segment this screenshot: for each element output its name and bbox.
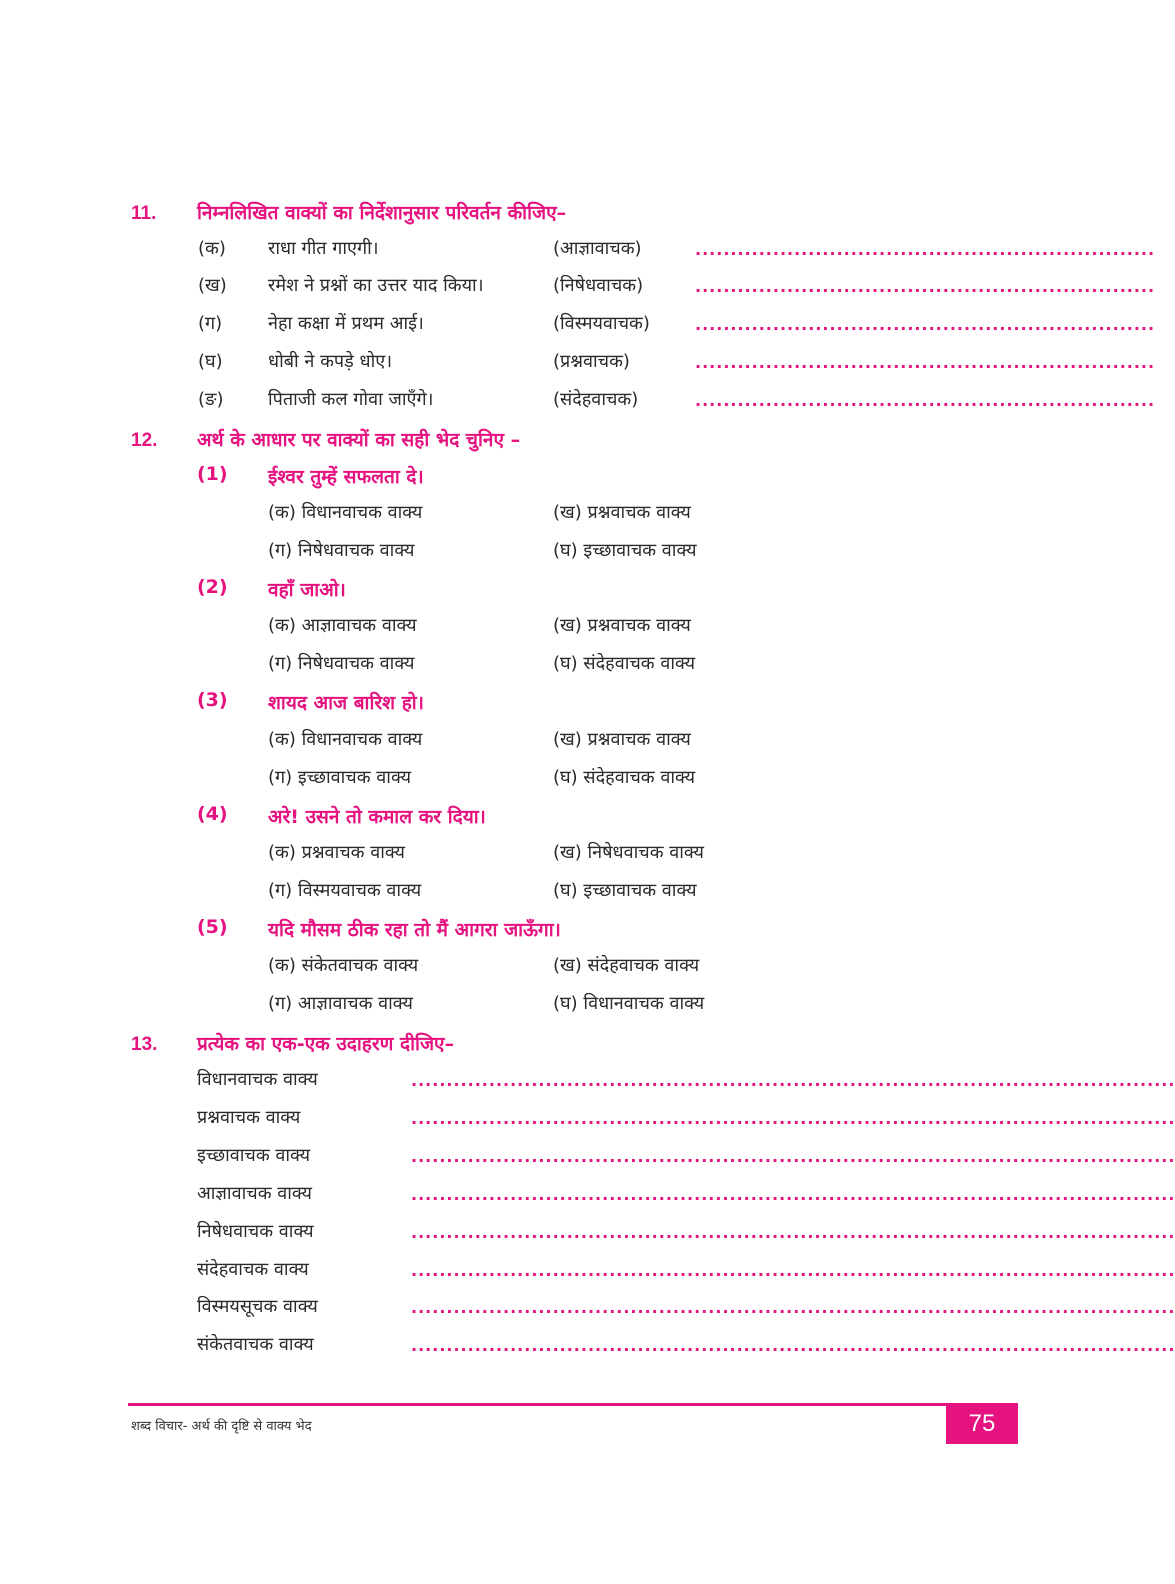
q12-sub-question: वहाँ जाओ।	[268, 579, 346, 601]
q12-option[interactable]: (क) संकेतवाचक वाक्य	[268, 955, 419, 976]
q12-sub-number: (3)	[197, 689, 228, 711]
q13-item-label: आज्ञावाचक वाक्य	[197, 1183, 312, 1204]
q13-answer-blank[interactable]: ............................................................................................................	[411, 1223, 1175, 1242]
q12-option[interactable]: (क) विधानवाचक वाक्य	[268, 729, 423, 750]
q13-answer-blank[interactable]: ............................................................................................................	[411, 1298, 1175, 1317]
q12-option[interactable]: (घ) इच्छावाचक वाक्य	[553, 540, 697, 561]
q11-answer-blank[interactable]: .................................................................	[695, 240, 1156, 259]
q13-item-label: इच्छावाचक वाक्य	[197, 1145, 311, 1166]
q13-answer-blank[interactable]: ............................................................................................................	[411, 1336, 1175, 1355]
q12-sub-question: ईश्वर तुम्हें सफलता दे।	[268, 466, 424, 488]
q12-option[interactable]: (घ) संदेहवाचक वाक्य	[553, 767, 696, 788]
q12-option[interactable]: (ख) निषेधवाचक वाक्य	[553, 842, 705, 863]
q13-item-label: विधानवाचक वाक्य	[197, 1069, 318, 1090]
q11-item-type: (प्रश्नवाचक)	[553, 351, 630, 372]
q11-item-sentence: नेहा कक्षा में प्रथम आई।	[268, 313, 424, 334]
q12-sub-number: (5)	[197, 916, 228, 938]
q12-option[interactable]: (ख) प्रश्नवाचक वाक्य	[553, 502, 691, 523]
q13-item-label: विस्मयसूचक वाक्य	[197, 1296, 318, 1317]
q11-item-label: (ख)	[198, 275, 227, 296]
q12-option[interactable]: (ग) इच्छावाचक वाक्य	[268, 767, 412, 788]
q12-sub-number: (1)	[197, 463, 228, 485]
q13-answer-blank[interactable]: ............................................................................................................	[411, 1147, 1175, 1166]
q12-option[interactable]: (क) विधानवाचक वाक्य	[268, 502, 423, 523]
q11-item-label: (क)	[198, 238, 226, 259]
q12-option[interactable]: (ग) निषेधवाचक वाक्य	[268, 653, 415, 674]
footer-chapter-title: शब्द विचार- अर्थ की दृष्टि से वाक्य भेद	[131, 1419, 312, 1434]
q12-option[interactable]: (ख) संदेहवाचक वाक्य	[553, 955, 700, 976]
q11-answer-blank[interactable]: .................................................................	[695, 353, 1156, 372]
q13-answer-blank[interactable]: ............................................................................................................	[411, 1261, 1175, 1280]
q12-sub-question: अरे! उसने तो कमाल कर दिया।	[268, 806, 486, 828]
q12-option[interactable]: (घ) विधानवाचक वाक्य	[553, 993, 705, 1014]
q13-number: 13.	[131, 1034, 158, 1055]
q11-number: 11.	[131, 203, 157, 224]
q12-option[interactable]: (ख) प्रश्नवाचक वाक्य	[553, 615, 691, 636]
q12-option[interactable]: (क) आज्ञावाचक वाक्य	[268, 615, 417, 636]
q12-title: अर्थ के आधार पर वाक्यों का सही भेद चुनिए –	[197, 429, 521, 451]
q12-option[interactable]: (ख) प्रश्नवाचक वाक्य	[553, 729, 691, 750]
q11-item-type: (निषेधवाचक)	[553, 275, 644, 296]
q13-answer-blank[interactable]: ............................................................................................................	[411, 1109, 1175, 1128]
q11-answer-blank[interactable]: .................................................................	[695, 315, 1156, 334]
q13-answer-blank[interactable]: ............................................................................................................	[411, 1185, 1175, 1204]
q11-item-type: (आज्ञावाचक)	[553, 238, 642, 259]
q12-number: 12.	[131, 430, 158, 451]
q11-item-type: (संदेहवाचक)	[553, 389, 639, 410]
q11-answer-blank[interactable]: .................................................................	[695, 391, 1156, 410]
q13-item-label: संकेतवाचक वाक्य	[197, 1334, 314, 1355]
q11-item-sentence: राधा गीत गाएगी।	[268, 238, 379, 259]
footer-divider	[128, 1403, 1018, 1406]
q12-option[interactable]: (क) प्रश्नवाचक वाक्य	[268, 842, 405, 863]
page-number: 75	[946, 1403, 1018, 1444]
q12-sub-question: शायद आज बारिश हो।	[268, 692, 424, 714]
q12-option[interactable]: (घ) इच्छावाचक वाक्य	[553, 880, 697, 901]
q13-answer-blank[interactable]: ............................................................................................................	[411, 1071, 1175, 1090]
q11-item-type: (विस्मयवाचक)	[553, 313, 650, 334]
q11-item-label: (घ)	[198, 351, 223, 372]
q11-item-sentence: पिताजी कल गोवा जाएँगे।	[268, 389, 434, 410]
q13-title: प्रत्येक का एक-एक उदाहरण दीजिए–	[197, 1033, 455, 1055]
q12-option[interactable]: (घ) संदेहवाचक वाक्य	[553, 653, 696, 674]
q13-item-label: संदेहवाचक वाक्य	[197, 1259, 309, 1280]
q12-sub-question: यदि मौसम ठीक रहा तो मैं आगरा जाऊँगा।	[268, 919, 561, 941]
q11-title: निम्नलिखित वाक्यों का निर्देशानुसार परिवर्तन कीजिए–	[197, 202, 567, 224]
q11-item-label: (ग)	[198, 313, 223, 334]
q11-item-sentence: रमेश ने प्रश्नों का उत्तर याद किया।	[268, 275, 484, 296]
q13-item-label: प्रश्नवाचक वाक्य	[197, 1107, 301, 1128]
q12-option[interactable]: (ग) आज्ञावाचक वाक्य	[268, 993, 413, 1014]
q11-answer-blank[interactable]: .................................................................	[695, 277, 1156, 296]
q12-sub-number: (2)	[197, 576, 228, 598]
q12-sub-number: (4)	[197, 803, 228, 825]
q11-item-sentence: धोबी ने कपड़े धोए।	[268, 351, 393, 372]
q11-item-label: (ङ)	[198, 389, 224, 410]
q12-option[interactable]: (ग) विस्मयवाचक वाक्य	[268, 880, 422, 901]
q13-item-label: निषेधवाचक वाक्य	[197, 1221, 314, 1242]
q12-option[interactable]: (ग) निषेधवाचक वाक्य	[268, 540, 415, 561]
